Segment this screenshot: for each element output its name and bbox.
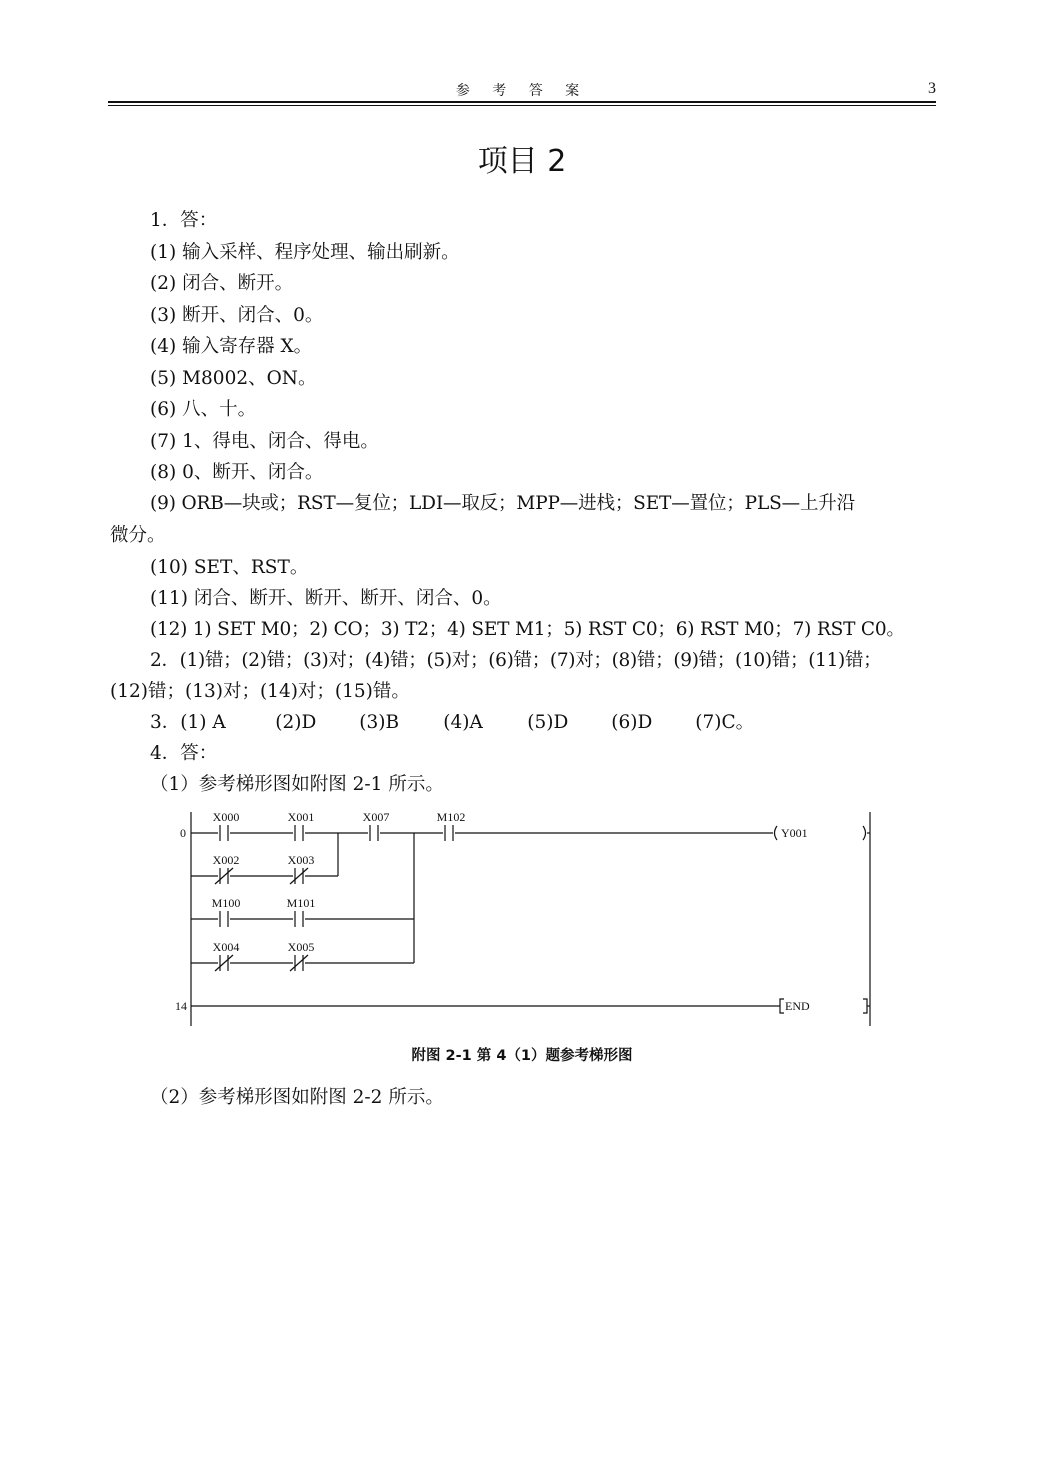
q1-item-2: (2) 闭合、断开。 xyxy=(150,273,294,294)
q1-item-9-cont: 微分。 xyxy=(110,525,166,546)
q2-line-2: (12)错；(13)对；(14)对；(15)错。 xyxy=(110,681,410,702)
label-x004: X004 xyxy=(212,940,240,954)
q1-item-7: (7) 1、得电、闭合、得电。 xyxy=(150,431,379,452)
q1-item-8: (8) 0、断开、闭合。 xyxy=(150,462,324,483)
q1-item-1: (1) 输入采样、程序处理、输出刷新。 xyxy=(150,242,460,263)
q3-answer-2: (2)D xyxy=(275,712,317,733)
label-m102: M102 xyxy=(436,810,466,824)
q1-item-10: (10) SET、RST。 xyxy=(150,557,309,578)
q3-row xyxy=(150,711,754,735)
end-label: END xyxy=(785,999,810,1013)
q4-part-2: （2）参考梯形图如附图 2-2 所示。 xyxy=(150,1087,444,1108)
contact-x007 xyxy=(368,825,380,841)
contact-m102 xyxy=(443,825,455,841)
page-number: 3 xyxy=(928,80,936,97)
q4-label: 4．答： xyxy=(150,743,218,764)
end-instruction xyxy=(780,999,870,1013)
q1-label: 1．答： xyxy=(150,210,218,231)
label-m101: M101 xyxy=(286,896,316,910)
label-x005: X005 xyxy=(287,940,315,954)
running-header xyxy=(108,78,936,100)
contact-x000 xyxy=(218,825,230,841)
label-x000: X000 xyxy=(212,810,240,824)
q3-answer-1: (1) A xyxy=(180,712,226,733)
q3-answer-6: (6)D xyxy=(611,712,653,733)
label-x001: X001 xyxy=(287,810,315,824)
q4-part-1: （1）参考梯形图如附图 2-1 所示。 xyxy=(150,774,444,795)
section-title: 项目 2 xyxy=(477,144,567,179)
q2-line-1: 2．(1)错；(2)错；(3)对；(4)错；(5)对；(6)错；(7)对；(8)错；(9)错；(10)错；(11)错； xyxy=(150,650,882,671)
running-title: 参 考 答 案 xyxy=(455,83,589,99)
q1-item-3: (3) 断开、闭合、0。 xyxy=(150,305,324,326)
header-rule xyxy=(108,101,936,103)
label-m100: M100 xyxy=(211,896,241,910)
q3-answer-7: (7)C。 xyxy=(695,712,755,733)
label-x007: X007 xyxy=(362,810,390,824)
q3-answer-4: (4)A xyxy=(443,712,483,733)
coil-label: Y001 xyxy=(781,826,808,840)
figure-caption: 附图 2-1 第 4（1）题参考梯形图 xyxy=(411,1048,633,1064)
q1-item-5: (5) M8002、ON。 xyxy=(150,368,317,389)
q1-item-12: (12) 1) SET M0；2) CO；3) T2；4) SET M1；5) RST C0；6) RST M0；7) RST C0。 xyxy=(150,619,905,640)
coil-y001 xyxy=(775,826,871,840)
q3-answer-3: (3)B xyxy=(359,712,400,733)
step-number-14: 14 xyxy=(175,999,187,1013)
contact-x001 xyxy=(293,825,305,841)
label-x002: X002 xyxy=(212,853,240,867)
label-x003: X003 xyxy=(287,853,315,867)
q3-answer-5: (5)D xyxy=(527,712,569,733)
q1-item-4: (4) 输入寄存器 X。 xyxy=(150,336,313,357)
q1-item-9: (9) ORB—块或；RST—复位；LDI—取反；MPP—进栈；SET—置位；PLS—上升沿 xyxy=(150,493,856,514)
contact-m100 xyxy=(218,911,230,927)
q1-item-11: (11) 闭合、断开、断开、断开、闭合、0。 xyxy=(150,588,502,609)
q1-item-6: (6) 八、十。 xyxy=(150,399,257,420)
step-number-0: 0 xyxy=(180,826,186,840)
header-rule-thin xyxy=(108,105,936,106)
ladder-diagram xyxy=(170,808,880,1033)
contact-m101 xyxy=(293,911,305,927)
q3-label: 3． xyxy=(150,712,181,733)
